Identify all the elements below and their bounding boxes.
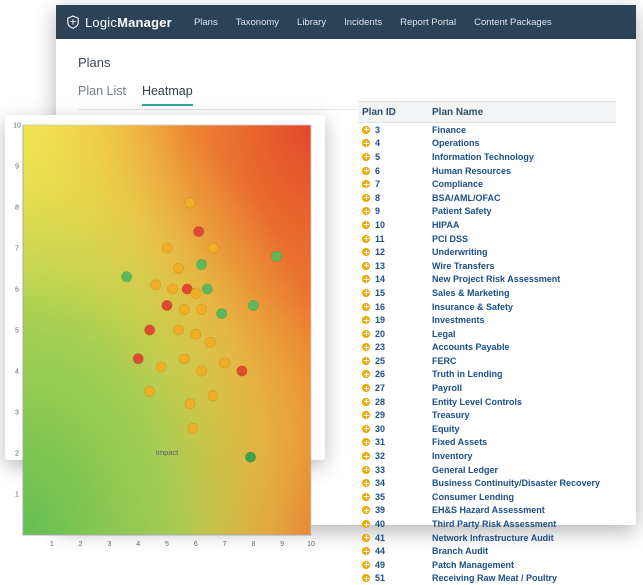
cell-plan-id	[358, 342, 432, 352]
y-tick-label: 6	[15, 286, 19, 294]
cell-plan-id	[358, 546, 432, 556]
cell-plan-name[interactable]: Truth in Lending	[432, 369, 503, 380]
table-row[interactable]	[358, 449, 616, 463]
table-row[interactable]	[358, 259, 616, 273]
heatmap-point[interactable]	[121, 272, 131, 282]
table-row[interactable]	[358, 313, 616, 327]
plan-id-text: 14	[375, 274, 386, 285]
cell-plan-id	[358, 356, 432, 366]
cell-plan-name[interactable]: Fixed Assets	[432, 437, 488, 448]
cell-plan-name[interactable]: Receiving Raw Meat / Poultry	[432, 573, 558, 584]
heatmap-point[interactable]	[188, 423, 198, 433]
cell-plan-name[interactable]: Entity Level Controls	[432, 396, 523, 407]
table-row[interactable]	[358, 273, 616, 287]
heatmap-point[interactable]	[150, 280, 160, 290]
cell-plan-id	[358, 125, 432, 135]
table-row[interactable]	[358, 354, 616, 368]
table-row[interactable]	[358, 191, 616, 205]
cell-plan-name[interactable]: PCI DSS	[432, 233, 469, 244]
plan-id-text: 9	[375, 206, 381, 217]
cell-plan-id	[358, 519, 432, 529]
table-row[interactable]	[358, 381, 616, 395]
add-circle-icon[interactable]	[362, 438, 370, 446]
add-circle-icon[interactable]	[362, 506, 370, 514]
y-tick-label: 8	[15, 204, 19, 212]
table-row[interactable]	[358, 504, 616, 518]
cell-plan-name[interactable]: Treasury	[432, 410, 470, 421]
plan-id-text: 10	[375, 219, 386, 230]
add-circle-icon[interactable]	[362, 303, 370, 311]
add-circle-icon[interactable]	[362, 330, 370, 338]
heatmap-point[interactable]	[133, 354, 143, 364]
table-row[interactable]	[358, 531, 616, 545]
plan-id-text: 13	[375, 260, 386, 271]
plan-id-text: 12	[375, 247, 386, 258]
tab-divider	[78, 109, 368, 110]
tab-bar	[78, 84, 193, 106]
cell-plan-name[interactable]: Business Continuity/Disaster Recovery	[432, 478, 601, 489]
plan-id-text: 25	[375, 355, 386, 366]
cell-plan-name[interactable]: Patch Management	[432, 559, 515, 570]
cell-plan-name[interactable]: FERC	[432, 355, 457, 366]
y-tick-label: 7	[15, 245, 19, 253]
add-circle-icon[interactable]	[362, 384, 370, 392]
cell-plan-id	[358, 220, 432, 230]
plan-id-text: 6	[375, 165, 381, 176]
cell-plan-id	[358, 247, 432, 257]
tab-plan-list[interactable]: Plan List	[78, 84, 126, 98]
plan-id-text: 28	[375, 396, 386, 407]
heatmap-point[interactable]	[145, 386, 155, 396]
page-title: Plans	[78, 55, 111, 70]
cell-plan-name[interactable]: Branch Audit	[432, 546, 489, 557]
add-circle-icon[interactable]	[362, 194, 370, 202]
add-circle-icon[interactable]	[362, 547, 370, 555]
tab-heatmap[interactable]: Heatmap	[142, 84, 193, 106]
plan-id-text: 11	[375, 233, 385, 244]
x-tick-label: 1	[49, 541, 54, 548]
add-circle-icon[interactable]	[362, 520, 370, 528]
heatmap-point[interactable]	[193, 226, 203, 236]
table-row[interactable]	[358, 164, 616, 178]
table-row[interactable]	[358, 218, 616, 232]
table-row[interactable]	[358, 368, 616, 382]
cell-plan-name[interactable]: Human Resources	[432, 165, 512, 176]
heatmap-point[interactable]	[179, 354, 189, 364]
cell-plan-id	[358, 193, 432, 203]
cell-plan-name[interactable]: Patient Safety	[432, 206, 492, 217]
cell-plan-id	[358, 234, 432, 244]
cell-plan-id	[358, 397, 432, 407]
table-row[interactable]	[358, 286, 616, 300]
table-row[interactable]	[358, 300, 616, 314]
cell-plan-id	[358, 152, 432, 162]
heatmap-point[interactable]	[185, 198, 195, 208]
cell-plan-name[interactable]: Legal	[432, 328, 456, 339]
add-circle-icon[interactable]	[362, 139, 370, 147]
cell-plan-id	[358, 410, 432, 420]
table-row[interactable]	[358, 341, 616, 355]
add-circle-icon[interactable]	[362, 262, 370, 270]
add-circle-icon[interactable]	[362, 493, 370, 501]
add-circle-icon[interactable]	[362, 425, 370, 433]
cell-plan-id	[358, 424, 432, 434]
plan-id-text: 20	[375, 328, 386, 339]
heatmap-point[interactable]	[196, 304, 206, 314]
add-circle-icon[interactable]	[362, 153, 370, 161]
table-row[interactable]	[358, 517, 616, 531]
cell-plan-name[interactable]: Finance	[432, 124, 467, 135]
cell-plan-id	[358, 261, 432, 271]
add-circle-icon[interactable]	[362, 452, 370, 460]
add-circle-icon[interactable]	[362, 398, 370, 406]
heatmap-point[interactable]	[237, 366, 247, 376]
nav-item-content-packages[interactable]: Content Packages	[474, 16, 552, 28]
cell-plan-name[interactable]: Information Technology	[432, 151, 534, 162]
table-row[interactable]	[358, 327, 616, 341]
table-row[interactable]	[358, 544, 616, 558]
table-row[interactable]	[358, 232, 616, 246]
x-tick-label: 8	[251, 541, 256, 548]
add-circle-icon[interactable]	[362, 221, 370, 229]
plan-id-text: 26	[375, 369, 386, 380]
plan-id-text: 3	[375, 124, 381, 135]
table-row[interactable]	[358, 463, 616, 477]
add-circle-icon[interactable]	[362, 466, 370, 474]
heatmap-point[interactable]	[205, 337, 215, 347]
x-tick-label: 5	[165, 541, 169, 548]
table-row[interactable]	[358, 245, 616, 259]
top-navigation-bar	[56, 5, 636, 39]
plan-id-text: 4	[375, 138, 381, 149]
y-tick-label: 5	[15, 327, 19, 335]
plan-id-text: 33	[375, 464, 386, 475]
y-tick-label: 1	[15, 491, 19, 499]
plan-id-text: 32	[375, 451, 386, 462]
cell-plan-id	[358, 383, 432, 393]
table-row[interactable]	[358, 205, 616, 219]
x-axis-label: Impact	[155, 448, 179, 457]
cell-plan-id	[358, 505, 432, 515]
plans-table-body	[358, 123, 616, 585]
cell-plan-id	[358, 465, 432, 475]
plan-id-text: 16	[375, 301, 386, 312]
heatmap-point[interactable]	[219, 358, 229, 368]
cell-plan-id	[358, 288, 432, 298]
heatmap-point[interactable]	[248, 300, 258, 310]
y-tick-label: 2	[15, 450, 19, 458]
add-circle-icon[interactable]	[362, 167, 370, 175]
add-circle-icon[interactable]	[362, 343, 370, 351]
heatmap-point[interactable]	[217, 308, 227, 318]
cell-plan-name[interactable]: Insurance & Safety	[432, 301, 514, 312]
table-row[interactable]	[358, 422, 616, 436]
plan-id-text: 23	[375, 342, 386, 353]
heatmap-point[interactable]	[191, 329, 201, 339]
cell-plan-id	[358, 560, 432, 570]
add-circle-icon[interactable]	[362, 248, 370, 256]
cell-plan-id	[358, 138, 432, 148]
add-circle-icon[interactable]	[362, 411, 370, 419]
heatmap-point[interactable]	[173, 263, 183, 273]
table-row[interactable]	[358, 436, 616, 450]
nav-links	[194, 17, 552, 28]
add-circle-icon[interactable]	[362, 479, 370, 487]
cell-plan-name[interactable]: Investments	[432, 315, 485, 326]
plan-id-text: 8	[375, 192, 381, 203]
cell-plan-name[interactable]: New Project Risk Assessment	[432, 274, 561, 285]
cell-plan-id	[358, 492, 432, 502]
plan-id-text: 5	[375, 151, 381, 162]
add-circle-icon[interactable]	[362, 574, 370, 582]
x-tick-label: 2	[78, 541, 83, 548]
cell-plan-id	[358, 451, 432, 461]
cell-plan-name[interactable]: Equity	[432, 423, 460, 434]
plan-id-text: 34	[375, 478, 386, 489]
cell-plan-id	[358, 329, 432, 339]
heatmap-point[interactable]	[245, 452, 255, 462]
heatmap-point[interactable]	[202, 284, 212, 294]
add-circle-icon[interactable]	[362, 289, 370, 297]
cell-plan-name[interactable]: Inventory	[432, 451, 473, 462]
plan-id-text: 7	[375, 179, 381, 190]
cell-plan-name[interactable]: Consumer Lending	[432, 491, 515, 502]
cell-plan-name[interactable]: Accounts Payable	[432, 342, 510, 353]
heatmap-point[interactable]	[162, 243, 172, 253]
table-row[interactable]	[358, 408, 616, 422]
x-tick-label: 6	[193, 541, 198, 548]
plan-id-text: 49	[375, 559, 386, 570]
table-row[interactable]	[358, 137, 616, 151]
add-circle-icon[interactable]	[362, 534, 370, 542]
y-tick-label: 3	[15, 409, 19, 417]
heatmap-point[interactable]	[191, 288, 201, 298]
x-tick-label: 10	[307, 541, 315, 548]
cell-plan-name[interactable]: HIPAA	[432, 219, 460, 230]
add-circle-icon[interactable]	[362, 370, 370, 378]
cell-plan-id	[358, 206, 432, 216]
heatmap-background	[23, 125, 311, 537]
cell-plan-name[interactable]: Compliance	[432, 179, 484, 190]
add-circle-icon[interactable]	[362, 126, 370, 134]
nav-item-library[interactable]: Library	[297, 16, 327, 28]
table-row[interactable]	[358, 572, 616, 585]
x-tick-label: 4	[136, 541, 141, 548]
cell-plan-name[interactable]: Payroll	[432, 383, 463, 394]
brand-name-bold: Manager	[117, 14, 172, 30]
heatmap-point[interactable]	[162, 300, 172, 310]
risk-heatmap-card[interactable]	[5, 115, 325, 548]
table-row[interactable]	[358, 490, 616, 504]
cell-plan-id	[358, 302, 432, 312]
cell-plan-id	[358, 437, 432, 447]
cell-plan-name[interactable]: Sales & Marketing	[432, 287, 510, 298]
y-tick-label: 9	[15, 163, 19, 171]
table-row[interactable]	[358, 395, 616, 409]
brand-logo[interactable]	[66, 15, 172, 30]
table-row[interactable]	[358, 558, 616, 572]
plan-id-text: 29	[375, 410, 386, 421]
y-tick-label: 10	[13, 122, 21, 130]
cell-plan-id	[358, 478, 432, 488]
cell-plan-name[interactable]: Underwriting	[432, 247, 488, 258]
nav-item-incidents[interactable]: Incidents	[344, 16, 383, 28]
brand-name	[85, 15, 172, 30]
heatmap-point[interactable]	[145, 325, 155, 335]
plan-id-text: 31	[375, 437, 386, 448]
cell-plan-id	[358, 179, 432, 189]
plan-id-text: 44	[375, 546, 386, 557]
cell-plan-id	[358, 369, 432, 379]
heatmap-point[interactable]	[196, 259, 206, 269]
brand-name-light: Logic	[85, 14, 118, 30]
nav-item-taxonomy[interactable]: Taxonomy	[235, 16, 280, 28]
heatmap-point[interactable]	[179, 304, 189, 314]
table-row[interactable]	[358, 150, 616, 164]
y-tick-label: 4	[15, 368, 19, 376]
heatmap-point[interactable]	[168, 284, 178, 294]
cell-plan-name[interactable]: Operations	[432, 138, 480, 149]
cell-plan-name[interactable]: BSA/AML/OFAC	[432, 192, 501, 203]
heatmap-point[interactable]	[208, 243, 218, 253]
cell-plan-name[interactable]: Wire Transfers	[432, 260, 495, 271]
x-tick-label: 7	[222, 541, 227, 548]
x-tick-label: 9	[280, 541, 285, 548]
nav-item-report-portal[interactable]: Report Portal	[400, 16, 457, 28]
add-circle-icon[interactable]	[362, 207, 370, 215]
heatmap-point[interactable]	[185, 399, 195, 409]
add-circle-icon[interactable]	[362, 561, 370, 569]
cell-plan-id	[358, 533, 432, 543]
column-header-plan-id: Plan ID	[362, 106, 396, 118]
column-header-plan-name: Plan Name	[432, 106, 484, 118]
heatmap-point[interactable]	[196, 366, 206, 376]
heatmap-point[interactable]	[271, 251, 281, 261]
heatmap-point[interactable]	[156, 362, 166, 372]
cell-plan-name[interactable]: General Ledger	[432, 464, 499, 475]
x-tick-label: 3	[107, 541, 112, 548]
cell-plan-id	[358, 573, 432, 583]
plan-id-text: 19	[375, 315, 386, 326]
table-row[interactable]	[358, 123, 616, 137]
cell-plan-id	[358, 274, 432, 284]
plan-id-text: 27	[375, 383, 386, 394]
table-row[interactable]	[358, 476, 616, 490]
cell-plan-name[interactable]: Network Infrastructure Audit	[432, 532, 554, 543]
plan-id-text: 35	[375, 491, 386, 502]
add-circle-icon[interactable]	[362, 275, 370, 283]
add-circle-icon[interactable]	[362, 180, 370, 188]
plan-id-text: 51	[375, 573, 386, 584]
add-circle-icon[interactable]	[362, 235, 370, 243]
plan-id-text: 30	[375, 423, 386, 434]
table-row[interactable]	[358, 177, 616, 191]
cell-plan-name[interactable]: EH&S Hazard Assessment	[432, 505, 545, 516]
risk-heatmap-chart[interactable]	[5, 115, 325, 548]
plan-id-text: 40	[375, 519, 386, 530]
plan-id-text: 41	[375, 532, 386, 543]
heatmap-point[interactable]	[173, 325, 183, 335]
plan-id-text: 15	[375, 287, 386, 298]
table-header-row	[358, 101, 616, 123]
add-circle-icon[interactable]	[362, 316, 370, 324]
shield-icon	[66, 15, 80, 29]
cell-plan-name[interactable]: Third Party Risk Assessment	[432, 519, 557, 530]
add-circle-icon[interactable]	[362, 357, 370, 365]
plan-id-text: 39	[375, 505, 386, 516]
cell-plan-id	[358, 315, 432, 325]
cell-plan-id	[358, 166, 432, 176]
nav-item-plans[interactable]: Plans	[193, 16, 218, 28]
heatmap-point[interactable]	[208, 390, 218, 400]
plans-table	[358, 101, 616, 585]
